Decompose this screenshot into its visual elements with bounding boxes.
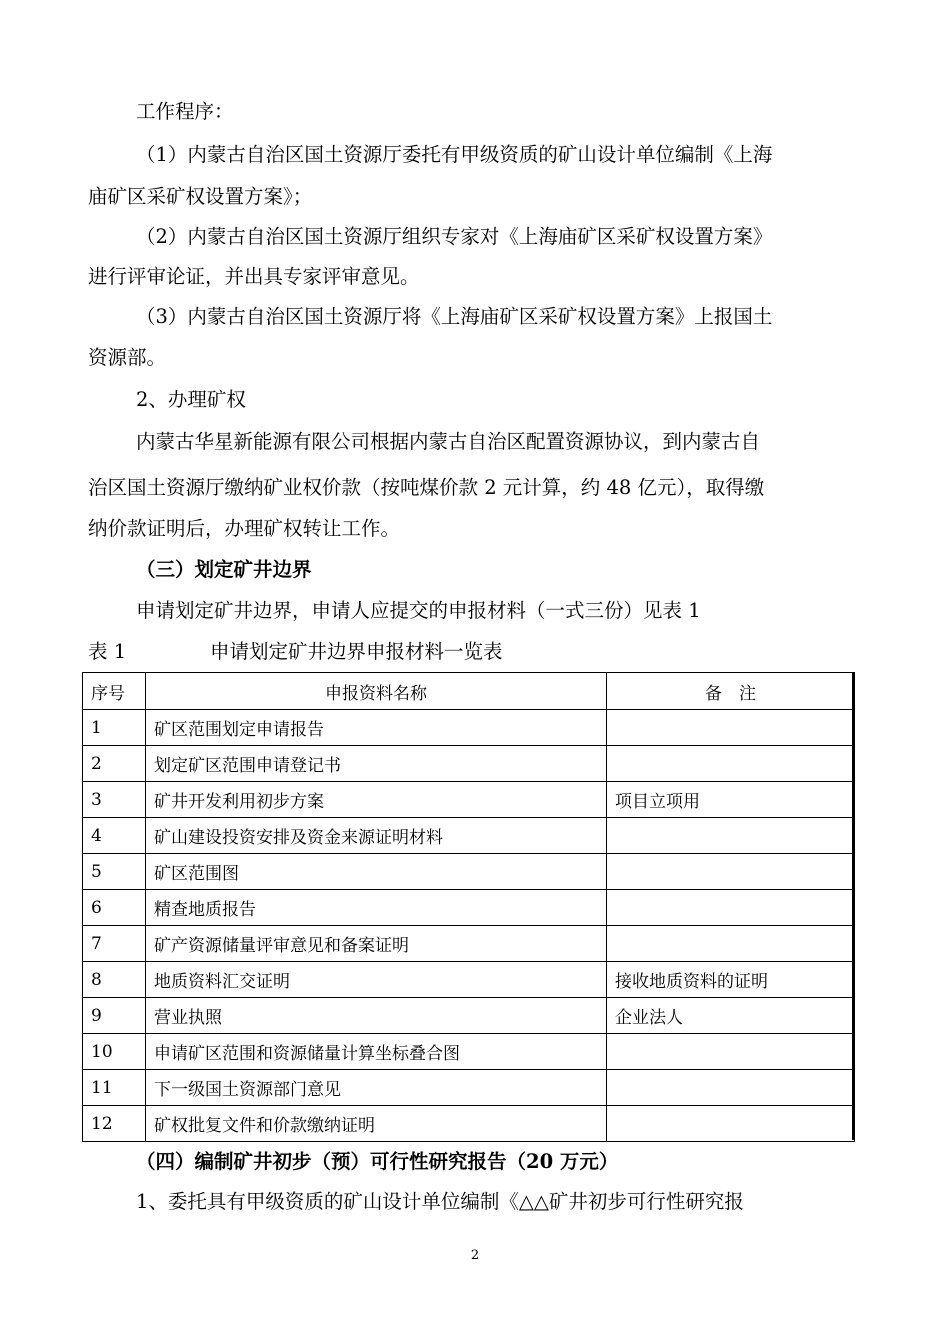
paragraph-procedure-heading: 工作程序： <box>136 100 234 123</box>
cell-index: 8 <box>83 962 146 998</box>
cell-remarks <box>607 890 855 926</box>
paragraph-step2-line1: （2）内蒙古自治区国土资源厅组织专家对《上海庙矿区采矿权设置方案》 <box>136 225 773 248</box>
section-heading-mining-rights: 2、办理矿权 <box>136 388 246 411</box>
table-caption-title: 申请划定矿井边界申报材料一览表 <box>210 640 503 663</box>
table-row <box>83 1034 855 1070</box>
paragraph-step3-line1: （3）内蒙古自治区国土资源厅将《上海庙矿区采矿权设置方案》上报国土 <box>136 305 773 328</box>
cell-remarks <box>607 818 855 854</box>
cell-index: 3 <box>83 782 146 818</box>
cell-material-name: 矿权批复文件和价款缴纳证明 <box>146 1106 607 1142</box>
paragraph-step1-line2: 庙矿区采矿权设置方案》； <box>88 185 313 208</box>
cell-material-name: 矿区范围划定申请报告 <box>146 710 607 746</box>
section-heading-feasibility: （四）编制矿井初步（预）可行性研究报告（20 万元） <box>136 1150 619 1173</box>
table-row <box>83 782 855 818</box>
paragraph-payment-line3: 纳价款证明后，办理矿权转让工作。 <box>88 517 401 540</box>
table-caption-label: 表 1 <box>88 640 127 663</box>
cell-remarks: 项目立项用 <box>607 782 855 818</box>
materials-table <box>82 672 855 1142</box>
table-row <box>83 854 855 890</box>
cell-remarks <box>607 1034 855 1070</box>
cell-index: 1 <box>83 710 146 746</box>
header-material-name: 申报资料名称 <box>146 673 607 710</box>
page-number: 2 <box>470 1248 480 1263</box>
paragraph-feasibility-step1: 1、委托具有甲级资质的矿山设计单位编制《△△矿井初步可行性研究报 <box>136 1190 744 1213</box>
cell-index: 9 <box>83 998 146 1034</box>
header-index: 序号 <box>83 673 146 710</box>
cell-remarks <box>607 1106 855 1142</box>
cell-material-name: 精查地质报告 <box>146 890 607 926</box>
cell-index: 2 <box>83 746 146 782</box>
paragraph-materials-intro: 申请划定矿井边界，申请人应提交的申报材料（一式三份）见表 1 <box>136 599 701 622</box>
table-row <box>83 710 855 746</box>
cell-index: 11 <box>83 1070 146 1106</box>
section-heading-mine-boundary: （三）划定矿井边界 <box>136 558 312 581</box>
cell-material-name: 地质资料汇交证明 <box>146 962 607 998</box>
paragraph-step3-line2: 资源部。 <box>88 346 167 369</box>
cell-remarks: 企业法人 <box>607 998 855 1034</box>
cell-index: 4 <box>83 818 146 854</box>
cell-index: 12 <box>83 1106 146 1142</box>
table-row <box>83 818 855 854</box>
cell-material-name: 矿井开发利用初步方案 <box>146 782 607 818</box>
table-row <box>83 1106 855 1142</box>
table-row <box>83 746 855 782</box>
cell-material-name: 矿区范围图 <box>146 854 607 890</box>
paragraph-step1-line1: （1）内蒙古自治区国土资源厅委托有甲级资质的矿山设计单位编制《上海 <box>136 143 773 166</box>
table-row <box>83 890 855 926</box>
cell-remarks <box>607 854 855 890</box>
table-row <box>83 962 855 998</box>
cell-material-name: 申请矿区范围和资源储量计算坐标叠合图 <box>146 1034 607 1070</box>
cell-remarks <box>607 1070 855 1106</box>
cell-remarks <box>607 710 855 746</box>
cell-material-name: 划定矿区范围申请登记书 <box>146 746 607 782</box>
cell-material-name: 营业执照 <box>146 998 607 1034</box>
cell-index: 10 <box>83 1034 146 1070</box>
table-row <box>83 1070 855 1106</box>
header-remarks: 备 注 <box>607 673 855 710</box>
cell-index: 7 <box>83 926 146 962</box>
cell-material-name: 下一级国土资源部门意见 <box>146 1070 607 1106</box>
table-row <box>83 926 855 962</box>
paragraph-payment-line1: 内蒙古华星新能源有限公司根据内蒙古自治区配置资源协议，到内蒙古自 <box>136 430 761 453</box>
paragraph-payment-line2: 治区国土资源厅缴纳矿业权价款（按吨煤价款 2 元计算，约 48 亿元），取得缴 <box>88 476 765 499</box>
cell-remarks <box>607 746 855 782</box>
cell-remarks <box>607 926 855 962</box>
table-header-row <box>83 673 855 710</box>
cell-material-name: 矿产资源储量评审意见和备案证明 <box>146 926 607 962</box>
cell-material-name: 矿山建设投资安排及资金来源证明材料 <box>146 818 607 854</box>
cell-remarks: 接收地质资料的证明 <box>607 962 855 998</box>
table-right-border <box>852 672 854 1140</box>
table-row <box>83 998 855 1034</box>
cell-index: 5 <box>83 854 146 890</box>
cell-index: 6 <box>83 890 146 926</box>
paragraph-step2-line2: 进行评审论证，并出具专家评审意见。 <box>88 265 420 288</box>
